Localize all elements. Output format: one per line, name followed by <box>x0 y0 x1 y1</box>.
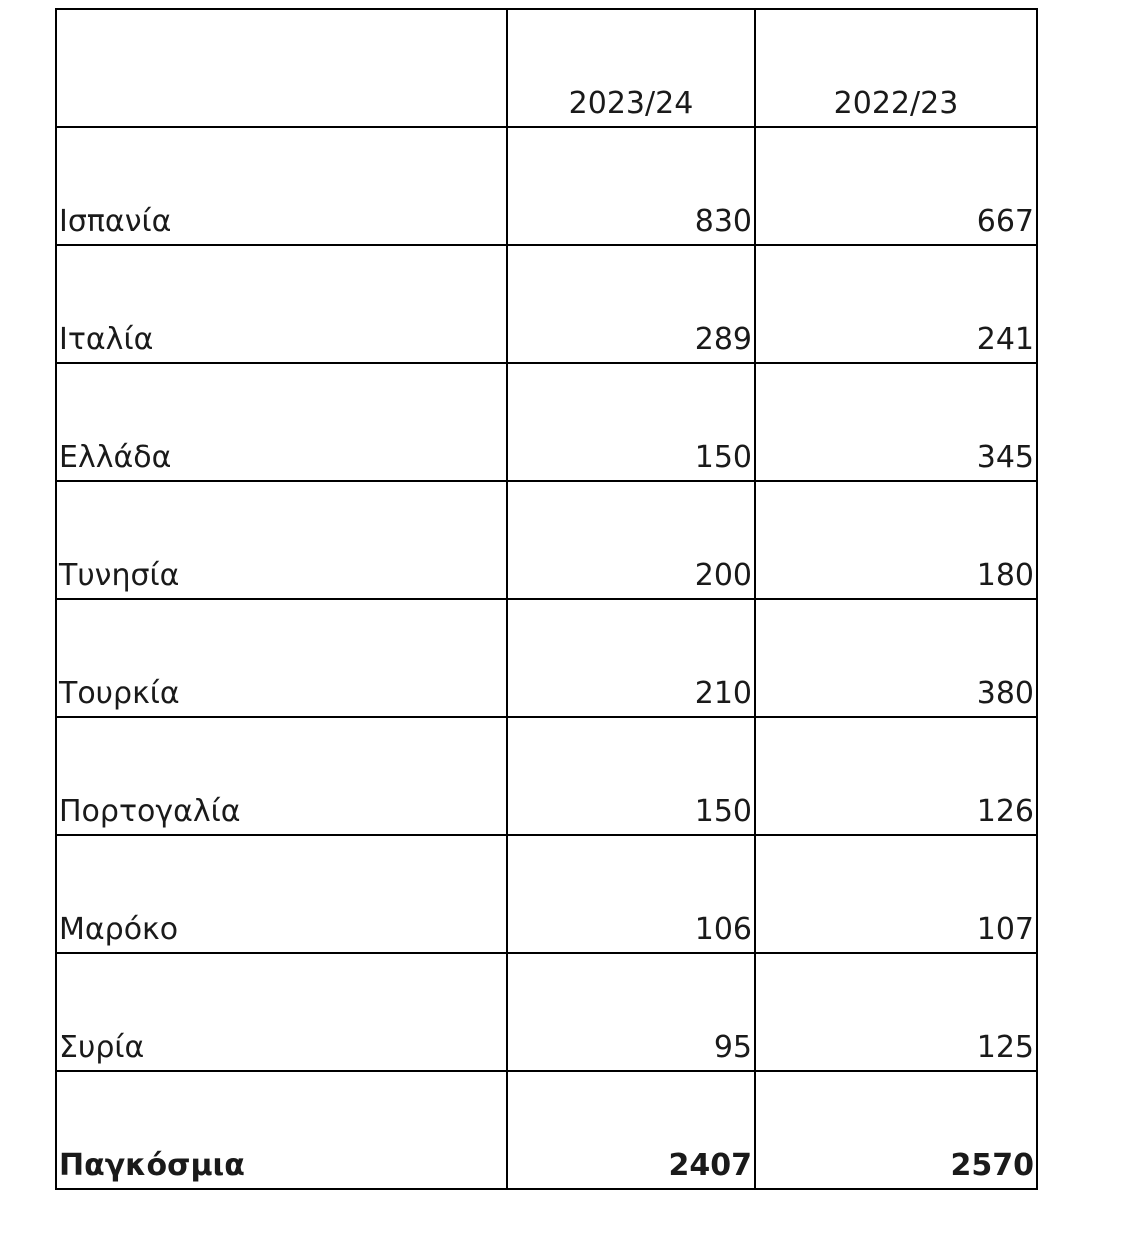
table-row <box>56 599 1037 717</box>
olive-oil-production-table <box>55 8 1038 1190</box>
country-cell: Ελλάδα <box>56 363 507 481</box>
value-cell-2022-23: 241 <box>755 245 1037 363</box>
header-cell-2023-24: 2023/24 <box>507 9 755 127</box>
value-cell-2023-24: 210 <box>507 599 755 717</box>
country-cell: Τυνησία <box>56 481 507 599</box>
value-cell-2022-23: 180 <box>755 481 1037 599</box>
header-row <box>56 9 1037 127</box>
total-cell-2023-24: 2407 <box>507 1071 755 1189</box>
header-cell-country <box>56 9 507 127</box>
total-cell-2022-23: 2570 <box>755 1071 1037 1189</box>
table-row <box>56 127 1037 245</box>
value-cell-2023-24: 830 <box>507 127 755 245</box>
value-cell-2023-24: 150 <box>507 717 755 835</box>
value-cell-2022-23: 125 <box>755 953 1037 1071</box>
table-row <box>56 245 1037 363</box>
country-cell: Μαρόκο <box>56 835 507 953</box>
value-cell-2022-23: 345 <box>755 363 1037 481</box>
total-row <box>56 1071 1037 1189</box>
value-cell-2022-23: 380 <box>755 599 1037 717</box>
value-cell-2023-24: 106 <box>507 835 755 953</box>
value-cell-2022-23: 107 <box>755 835 1037 953</box>
table-row <box>56 481 1037 599</box>
value-cell-2022-23: 126 <box>755 717 1037 835</box>
value-cell-2023-24: 289 <box>507 245 755 363</box>
table-row <box>56 363 1037 481</box>
country-cell: Τουρκία <box>56 599 507 717</box>
country-cell: Ιταλία <box>56 245 507 363</box>
table-row <box>56 835 1037 953</box>
value-cell-2022-23: 667 <box>755 127 1037 245</box>
value-cell-2023-24: 95 <box>507 953 755 1071</box>
country-cell: Συρία <box>56 953 507 1071</box>
country-cell: Πορτογαλία <box>56 717 507 835</box>
value-cell-2023-24: 150 <box>507 363 755 481</box>
header-cell-2022-23: 2022/23 <box>755 9 1037 127</box>
table-row <box>56 953 1037 1071</box>
country-cell: Ισπανία <box>56 127 507 245</box>
table-row <box>56 717 1037 835</box>
total-label-cell: Παγκόσμια <box>56 1071 507 1189</box>
value-cell-2023-24: 200 <box>507 481 755 599</box>
